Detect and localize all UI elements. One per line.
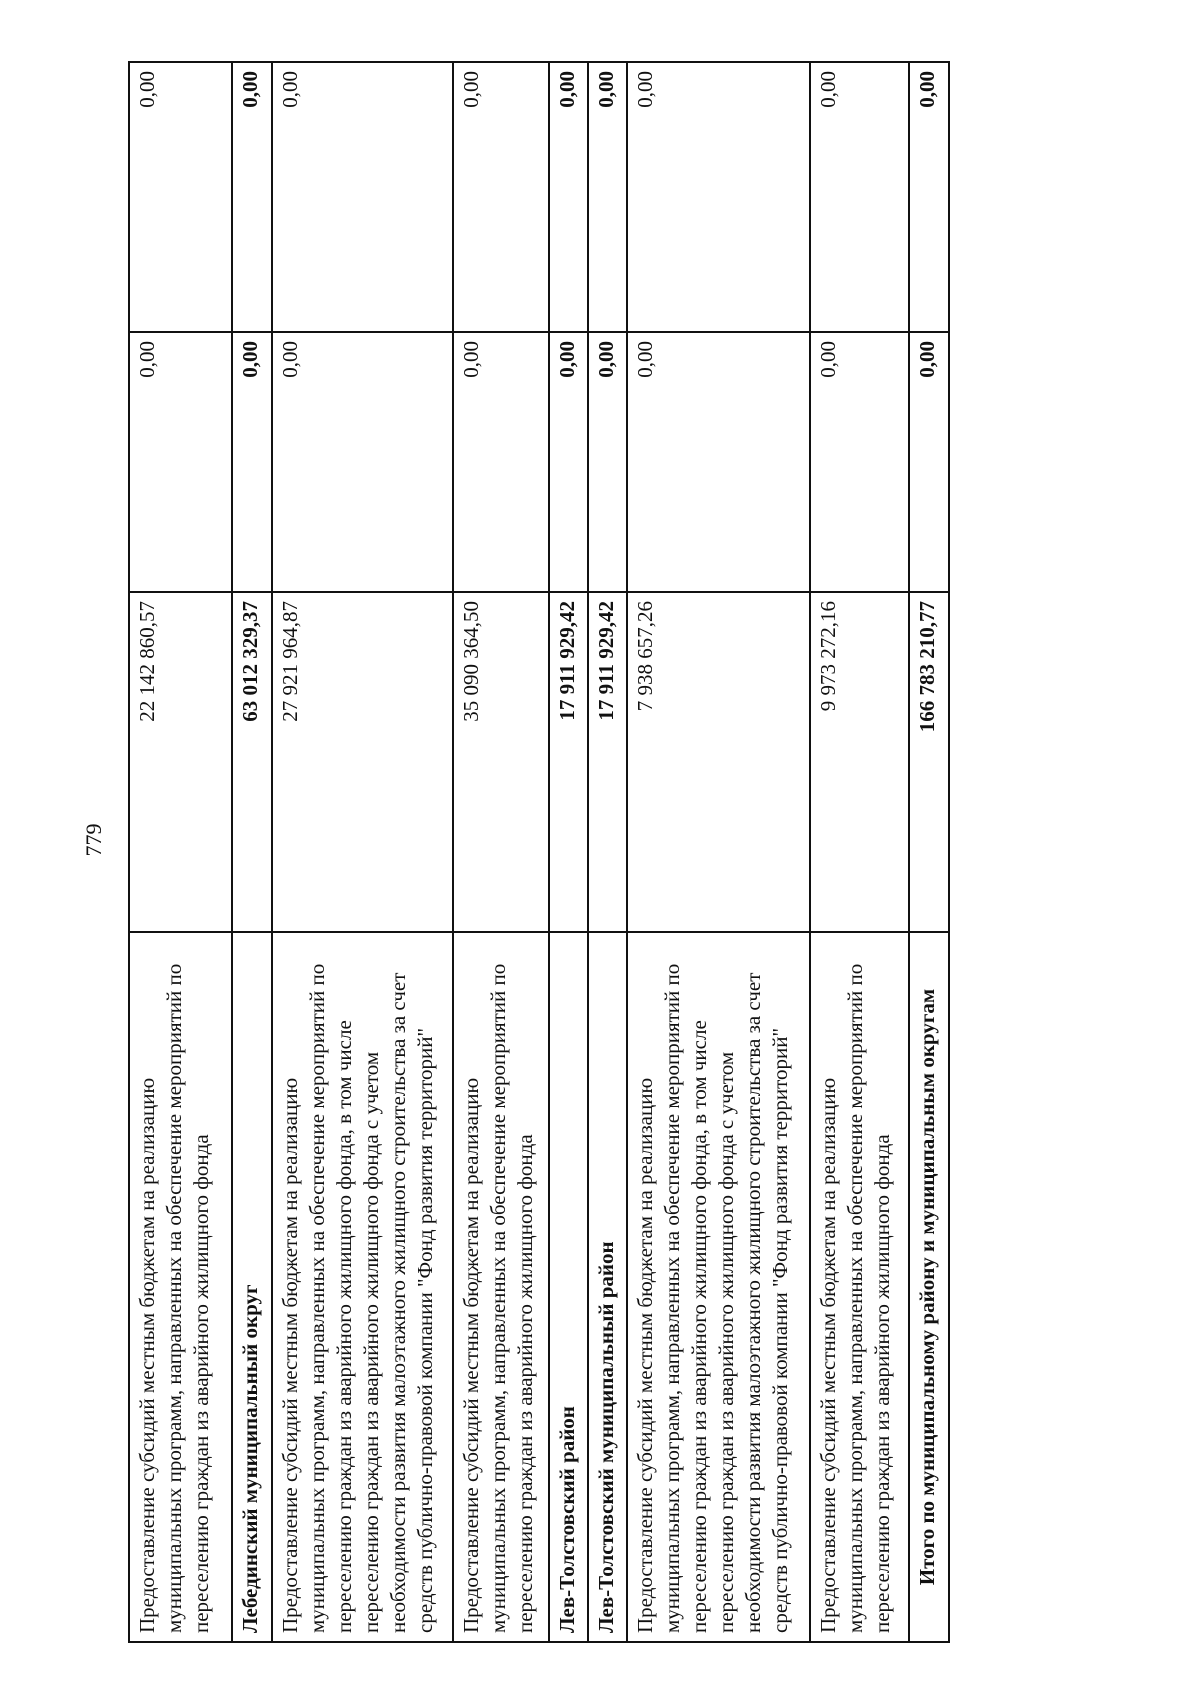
page-number: 779: [81, 823, 106, 857]
row-amount: 166 783 210,77: [909, 592, 949, 932]
table-row: [453, 62, 550, 1642]
row-name: Предоставление субсидий местным бюджетам на реализацию муниципальных программ, направленных на обеспечение мероприятий по переселению граждан из аварийного жилищного фонда, в том числе переселению граждан из аварийного жилищного фонда с учетом необходимости развития малоэтажного жилищного строительства за счет средств публично-правовой компании "Фонд развития территорий": [272, 932, 453, 1642]
row-value-2: 0,00: [129, 332, 232, 592]
row-name: Предоставление субсидий местным бюджетам на реализацию муниципальных программ, направленных на обеспечение мероприятий по переселению граждан из аварийного жилищного фонда: [810, 932, 909, 1642]
subsidy-table: [128, 61, 950, 1643]
row-name: Лев-Толстовский муниципальный район: [588, 932, 627, 1642]
row-value-3: 0,00: [129, 62, 232, 332]
row-value-2: 0,00: [909, 332, 949, 592]
row-value-2: 0,00: [549, 332, 588, 592]
row-value-2: 0,00: [453, 332, 550, 592]
row-amount: 35 090 364,50: [453, 592, 550, 932]
row-value-3: 0,00: [909, 62, 949, 332]
rotated-table-container: [128, 63, 950, 1643]
row-value-2: 0,00: [588, 332, 627, 592]
table-row-total: [909, 62, 949, 1642]
row-name: Предоставление субсидий местным бюджетам на реализацию муниципальных программ, направленных на обеспечение мероприятий по переселению граждан из аварийного жилищного фонда: [453, 932, 550, 1642]
table-row: [232, 62, 272, 1642]
table-row: [810, 62, 909, 1642]
table-row: [129, 62, 232, 1642]
table-row: [627, 62, 810, 1642]
row-name: Лев-Толстовский район: [549, 932, 588, 1642]
row-name: Лебединский муниципальный округ: [232, 932, 272, 1642]
row-name: Предоставление субсидий местным бюджетам на реализацию муниципальных программ, направленных на обеспечение мероприятий по переселению граждан из аварийного жилищного фонда, в том числе переселению граждан из аварийного жилищного фонда с учетом необходимости развития малоэтажного жилищного строительства за счет средств публично-правовой компании "Фонд развития территорий": [627, 932, 810, 1642]
row-name: Предоставление субсидий местным бюджетам на реализацию муниципальных программ, направленных на обеспечение мероприятий по переселению граждан из аварийного жилищного фонда: [129, 932, 232, 1642]
table-row: [588, 62, 627, 1642]
row-value-3: 0,00: [453, 62, 550, 332]
row-amount: 17 911 929,42: [549, 592, 588, 932]
row-amount: 7 938 657,26: [627, 592, 810, 932]
row-value-2: 0,00: [627, 332, 810, 592]
row-value-3: 0,00: [232, 62, 272, 332]
row-value-3: 0,00: [549, 62, 588, 332]
row-value-2: 0,00: [810, 332, 909, 592]
row-value-3: 0,00: [627, 62, 810, 332]
row-amount: 27 921 964,87: [272, 592, 453, 932]
row-amount: 9 973 272,16: [810, 592, 909, 932]
row-value-3: 0,00: [810, 62, 909, 332]
row-amount: 22 142 860,57: [129, 592, 232, 932]
row-name: Итого по муниципальному району и муниципальным округам: [909, 932, 949, 1642]
row-amount: 63 012 329,37: [232, 592, 272, 932]
row-value-2: 0,00: [272, 332, 453, 592]
table-row: [549, 62, 588, 1642]
row-amount: 17 911 929,42: [588, 592, 627, 932]
row-value-3: 0,00: [272, 62, 453, 332]
table-row: [272, 62, 453, 1642]
row-value-3: 0,00: [588, 62, 627, 332]
row-value-2: 0,00: [232, 332, 272, 592]
